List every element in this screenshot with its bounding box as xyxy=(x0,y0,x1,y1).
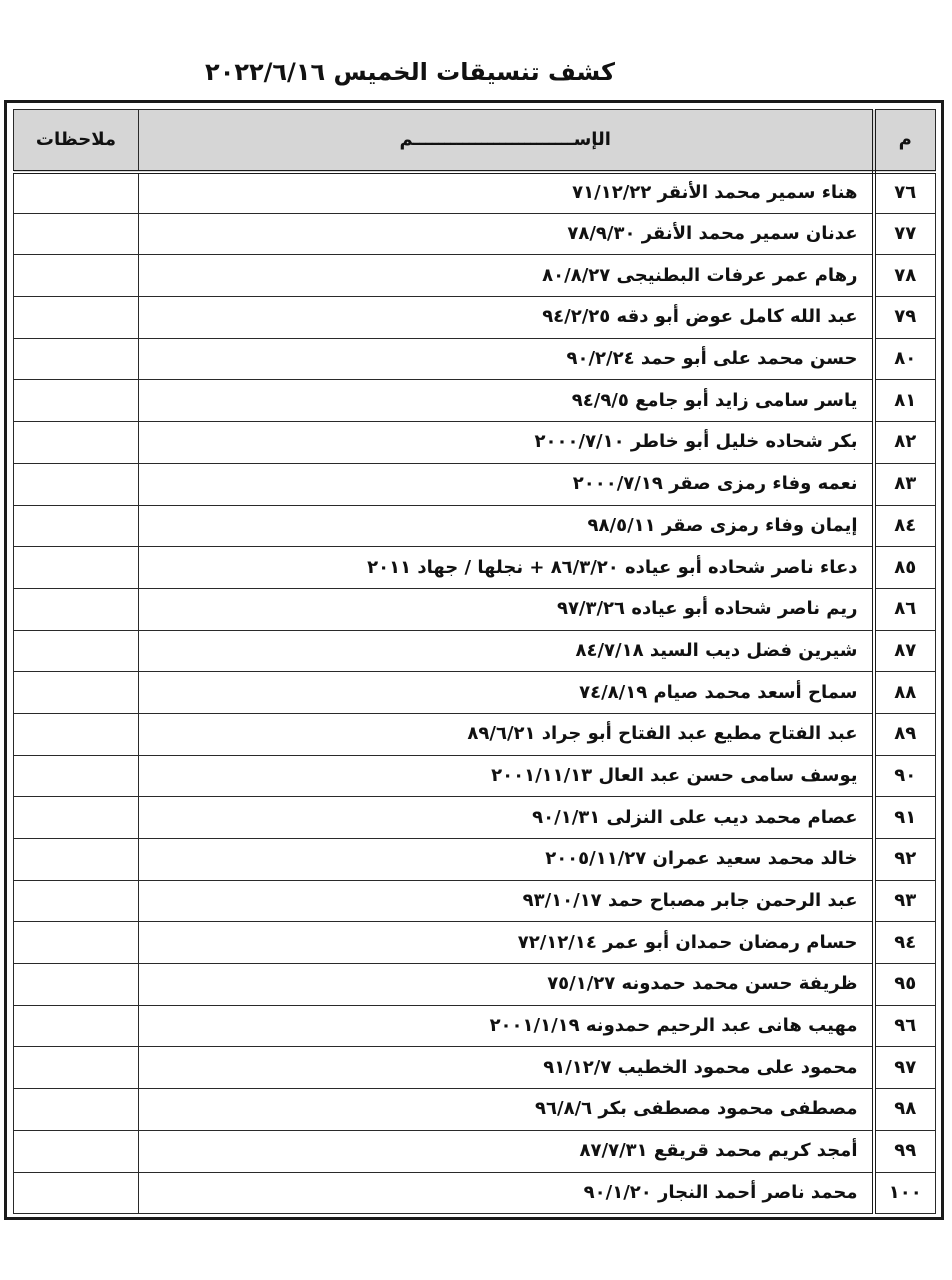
row-number: ٩٣ xyxy=(874,880,936,922)
row-number: ٧٦ xyxy=(874,172,936,214)
row-notes xyxy=(14,213,139,255)
row-name: رهام عمر عرفات البطنيجى ٨٠/٨/٢٧ xyxy=(139,255,874,297)
row-notes xyxy=(14,1047,139,1089)
row-number: ٧٧ xyxy=(874,213,936,255)
table-row xyxy=(14,422,936,464)
header-number: م xyxy=(874,110,936,172)
row-notes xyxy=(14,922,139,964)
row-name: نعمه وفاء رمزى صقر ٢٠٠٠/٧/١٩ xyxy=(139,463,874,505)
row-notes xyxy=(14,338,139,380)
row-notes xyxy=(14,1089,139,1131)
row-notes xyxy=(14,422,139,464)
row-name: خالد محمد سعيد عمران ٢٠٠٥/١١/٢٧ xyxy=(139,839,874,881)
table-row xyxy=(14,1130,936,1172)
table-row xyxy=(14,755,936,797)
row-number: ١٠٠ xyxy=(874,1172,936,1214)
header-notes: ملاحظات xyxy=(14,110,139,172)
roster-body xyxy=(14,172,936,1214)
row-notes xyxy=(14,505,139,547)
table-row xyxy=(14,1172,936,1214)
table-row xyxy=(14,922,936,964)
page-title: كشف تنسيقات الخميس ٢٠٢٢/٦/١٦ xyxy=(205,58,615,86)
table-row xyxy=(14,172,936,214)
table-row xyxy=(14,964,936,1006)
table-row xyxy=(14,672,936,714)
row-number: ٨٨ xyxy=(874,672,936,714)
row-name: ريم ناصر شحاده أبو عياده ٩٧/٣/٢٦ xyxy=(139,588,874,630)
row-number: ٩٠ xyxy=(874,755,936,797)
table-row xyxy=(14,630,936,672)
table-row xyxy=(14,1089,936,1131)
row-number: ٩٨ xyxy=(874,1089,936,1131)
table-row xyxy=(14,463,936,505)
table-row xyxy=(14,297,936,339)
row-name: بكر شحاده خليل أبو خاطر ٢٠٠٠/٧/١٠ xyxy=(139,422,874,464)
row-notes xyxy=(14,1172,139,1214)
row-notes xyxy=(14,380,139,422)
row-number: ٩٥ xyxy=(874,964,936,1006)
header-name: الإســــــــــــــــــــــــــم xyxy=(139,110,874,172)
table-row xyxy=(14,338,936,380)
row-notes xyxy=(14,797,139,839)
row-notes xyxy=(14,588,139,630)
row-notes xyxy=(14,547,139,589)
row-number: ٨٢ xyxy=(874,422,936,464)
table-row xyxy=(14,1047,936,1089)
row-name: محمود على محمود الخطيب ٩١/١٢/٧ xyxy=(139,1047,874,1089)
row-notes xyxy=(14,255,139,297)
row-name: عبد الله كامل عوض أبو دقه ٩٤/٢/٢٥ xyxy=(139,297,874,339)
table-row xyxy=(14,713,936,755)
row-name: هناء سمير محمد الأنقر ٧١/١٢/٢٢ xyxy=(139,172,874,214)
row-number: ٧٩ xyxy=(874,297,936,339)
table-row xyxy=(14,547,936,589)
row-number: ٩١ xyxy=(874,797,936,839)
row-notes xyxy=(14,630,139,672)
table-row xyxy=(14,213,936,255)
row-number: ٩٧ xyxy=(874,1047,936,1089)
table-row xyxy=(14,255,936,297)
row-name: ظريفة حسن محمد حمدونه ٧٥/١/٢٧ xyxy=(139,964,874,1006)
row-notes xyxy=(14,880,139,922)
table-row xyxy=(14,380,936,422)
row-notes xyxy=(14,713,139,755)
table-row xyxy=(14,797,936,839)
row-number: ٩٤ xyxy=(874,922,936,964)
row-number: ٩٩ xyxy=(874,1130,936,1172)
row-name: دعاء ناصر شحاده أبو عياده ٨٦/٣/٢٠ + نجلها / جهاد ٢٠١١ xyxy=(139,547,874,589)
row-name: عدنان سمير محمد الأنقر ٧٨/٩/٣٠ xyxy=(139,213,874,255)
row-name: عبد الفتاح مطيع عبد الفتاح أبو جراد ٨٩/٦/٢١ xyxy=(139,713,874,755)
row-number: ٨٩ xyxy=(874,713,936,755)
row-notes xyxy=(14,1005,139,1047)
row-number: ٨١ xyxy=(874,380,936,422)
row-notes xyxy=(14,172,139,214)
row-name: ياسر سامى زايد أبو جامع ٩٤/٩/٥ xyxy=(139,380,874,422)
table-frame xyxy=(4,100,944,1220)
row-number: ٩٦ xyxy=(874,1005,936,1047)
row-number: ٨٠ xyxy=(874,338,936,380)
table-row xyxy=(14,880,936,922)
row-name: سماح أسعد محمد صيام ٧٤/٨/١٩ xyxy=(139,672,874,714)
row-name: إيمان وفاء رمزى صقر ٩٨/٥/١١ xyxy=(139,505,874,547)
row-notes xyxy=(14,672,139,714)
row-name: حسن محمد على أبو حمد ٩٠/٢/٢٤ xyxy=(139,338,874,380)
row-notes xyxy=(14,755,139,797)
roster-table xyxy=(13,109,936,1214)
row-notes xyxy=(14,839,139,881)
row-name: يوسف سامى حسن عبد العال ٢٠٠١/١١/١٣ xyxy=(139,755,874,797)
row-number: ٧٨ xyxy=(874,255,936,297)
row-name: أمجد كريم محمد قريقع ٨٧/٧/٣١ xyxy=(139,1130,874,1172)
header-row xyxy=(14,110,936,172)
row-number: ٨٤ xyxy=(874,505,936,547)
table-row xyxy=(14,505,936,547)
row-name: حسام رمضان حمدان أبو عمر ٧٢/١٢/١٤ xyxy=(139,922,874,964)
row-name: عبد الرحمن جابر مصباح حمد ٩٣/١٠/١٧ xyxy=(139,880,874,922)
row-notes xyxy=(14,964,139,1006)
row-number: ٩٢ xyxy=(874,839,936,881)
row-number: ٨٥ xyxy=(874,547,936,589)
row-name: عصام محمد ديب على النزلى ٩٠/١/٣١ xyxy=(139,797,874,839)
table-row xyxy=(14,839,936,881)
table-row xyxy=(14,1005,936,1047)
row-name: مهيب هانى عبد الرحيم حمدونه ٢٠٠١/١/١٩ xyxy=(139,1005,874,1047)
row-notes xyxy=(14,1130,139,1172)
row-number: ٨٣ xyxy=(874,463,936,505)
row-name: مصطفى محمود مصطفى بكر ٩٦/٨/٦ xyxy=(139,1089,874,1131)
row-name: محمد ناصر أحمد النجار ٩٠/١/٢٠ xyxy=(139,1172,874,1214)
row-number: ٨٧ xyxy=(874,630,936,672)
row-notes xyxy=(14,297,139,339)
table-row xyxy=(14,588,936,630)
row-number: ٨٦ xyxy=(874,588,936,630)
row-notes xyxy=(14,463,139,505)
row-name: شيرين فضل ديب السيد ٨٤/٧/١٨ xyxy=(139,630,874,672)
